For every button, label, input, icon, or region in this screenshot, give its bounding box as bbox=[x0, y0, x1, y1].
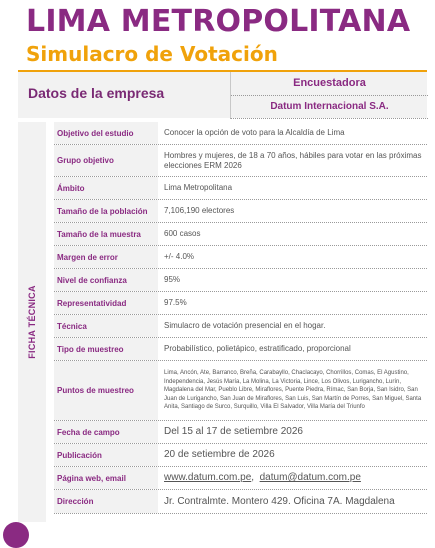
row-label: Puntos de muestreo bbox=[54, 361, 158, 420]
row-puntos-muestreo bbox=[54, 361, 427, 421]
row-objetivo bbox=[54, 122, 427, 145]
row-value: Hombres y mujeres, de 18 a 70 años, hábiles para votar en las próximas elecciones ERM 2026 bbox=[164, 150, 422, 170]
row-ambito bbox=[54, 177, 427, 200]
row-label: Tipo de muestreo bbox=[54, 338, 158, 360]
row-value bbox=[164, 467, 426, 489]
row-fecha-campo bbox=[54, 421, 427, 444]
row-label: Página web, email bbox=[54, 467, 158, 489]
link-separator: , bbox=[251, 472, 260, 483]
row-value: +/- 4.0% bbox=[164, 252, 195, 261]
row-label: Ámbito bbox=[54, 177, 158, 199]
row-value: Jr. Contralmte. Montero 429. Oficina 7A. Magdalena bbox=[164, 495, 395, 507]
row-value: Del 15 al 17 de setiembre 2026 bbox=[164, 426, 303, 437]
row-representatividad bbox=[54, 292, 427, 315]
row-value: Lima Metropolitana bbox=[164, 183, 233, 192]
row-pagina-web bbox=[54, 467, 427, 490]
empresa-header bbox=[18, 72, 427, 118]
row-label: Representatividad bbox=[54, 292, 158, 314]
row-label: Objetivo del estudio bbox=[54, 122, 158, 144]
row-label: Dirección bbox=[54, 490, 158, 513]
page-title: LIMA METROPOLITANA bbox=[26, 4, 411, 39]
row-value: 600 casos bbox=[164, 229, 201, 238]
row-tipo-muestreo bbox=[54, 338, 427, 361]
website-link[interactable]: www.datum.com.pe bbox=[164, 472, 252, 483]
row-value: Conocer la opción de voto para la Alcaldía de Lima bbox=[164, 128, 345, 137]
row-label: Margen de error bbox=[54, 246, 158, 268]
encuestadora-value: Datum Internacional S.A. bbox=[230, 95, 428, 119]
row-tecnica bbox=[54, 315, 427, 338]
row-label: Tamaño de la población bbox=[54, 200, 158, 222]
row-publicacion bbox=[54, 444, 427, 467]
email-link[interactable]: datum@datum.com.pe bbox=[259, 472, 361, 483]
empresa-label: Datos de la empresa bbox=[28, 85, 165, 101]
row-grupo-objetivo bbox=[54, 145, 427, 177]
encuestadora-label: Encuestadora bbox=[230, 72, 428, 96]
row-value: Lima, Ancón, Ate, Barranco, Breña, Carabayllo, Chaclacayo, Chorrillos, Comas, El Agustino, Independencia, Jesús María, La Molina, La Victoria, Lince, Los Olivos, Lurigancho, Lurín, Magdalena del Mar, Pueblo Libre, Miraflores, Puente Piedra, Rímac, San Borja, San Isidro, San Juan de Lurigancho, San Juan de Miraflores, San Luis, San Martín de Porres, San Miguel, Santa Anita, Santiago de Surco, Surquillo, Villa El Salvador, Villa María del Triunfo bbox=[164, 370, 422, 411]
row-value: 7,106,190 electores bbox=[164, 206, 235, 215]
row-value: Simulacro de votación presencial en el hogar. bbox=[164, 321, 326, 330]
ficha-side-band bbox=[18, 122, 46, 522]
row-tamano-poblacion bbox=[54, 200, 427, 223]
page-subtitle: Simulacro de Votación bbox=[26, 42, 278, 66]
row-label: Tamaño de la muestra bbox=[54, 223, 158, 245]
ficha-tecnica-table bbox=[18, 122, 427, 522]
row-label: Nivel de confianza bbox=[54, 269, 158, 291]
row-tamano-muestra bbox=[54, 223, 427, 246]
row-value: 95% bbox=[164, 275, 181, 284]
ficha-tecnica-label: FICHA TÉCNICA bbox=[27, 285, 37, 359]
row-label: Fecha de campo bbox=[54, 421, 158, 443]
row-label: Técnica bbox=[54, 315, 158, 337]
page-marker-circle bbox=[3, 522, 29, 548]
row-value: 20 de setiembre de 2026 bbox=[164, 449, 275, 460]
row-margen-error bbox=[54, 246, 427, 269]
row-label: Grupo objetivo bbox=[54, 145, 158, 176]
row-value: 97.5% bbox=[164, 298, 187, 307]
row-label: Publicación bbox=[54, 444, 158, 466]
row-direccion bbox=[54, 490, 427, 514]
row-value: Probabilístico, polietápico, estratificado, proporcional bbox=[164, 344, 351, 353]
row-nivel-confianza bbox=[54, 269, 427, 292]
